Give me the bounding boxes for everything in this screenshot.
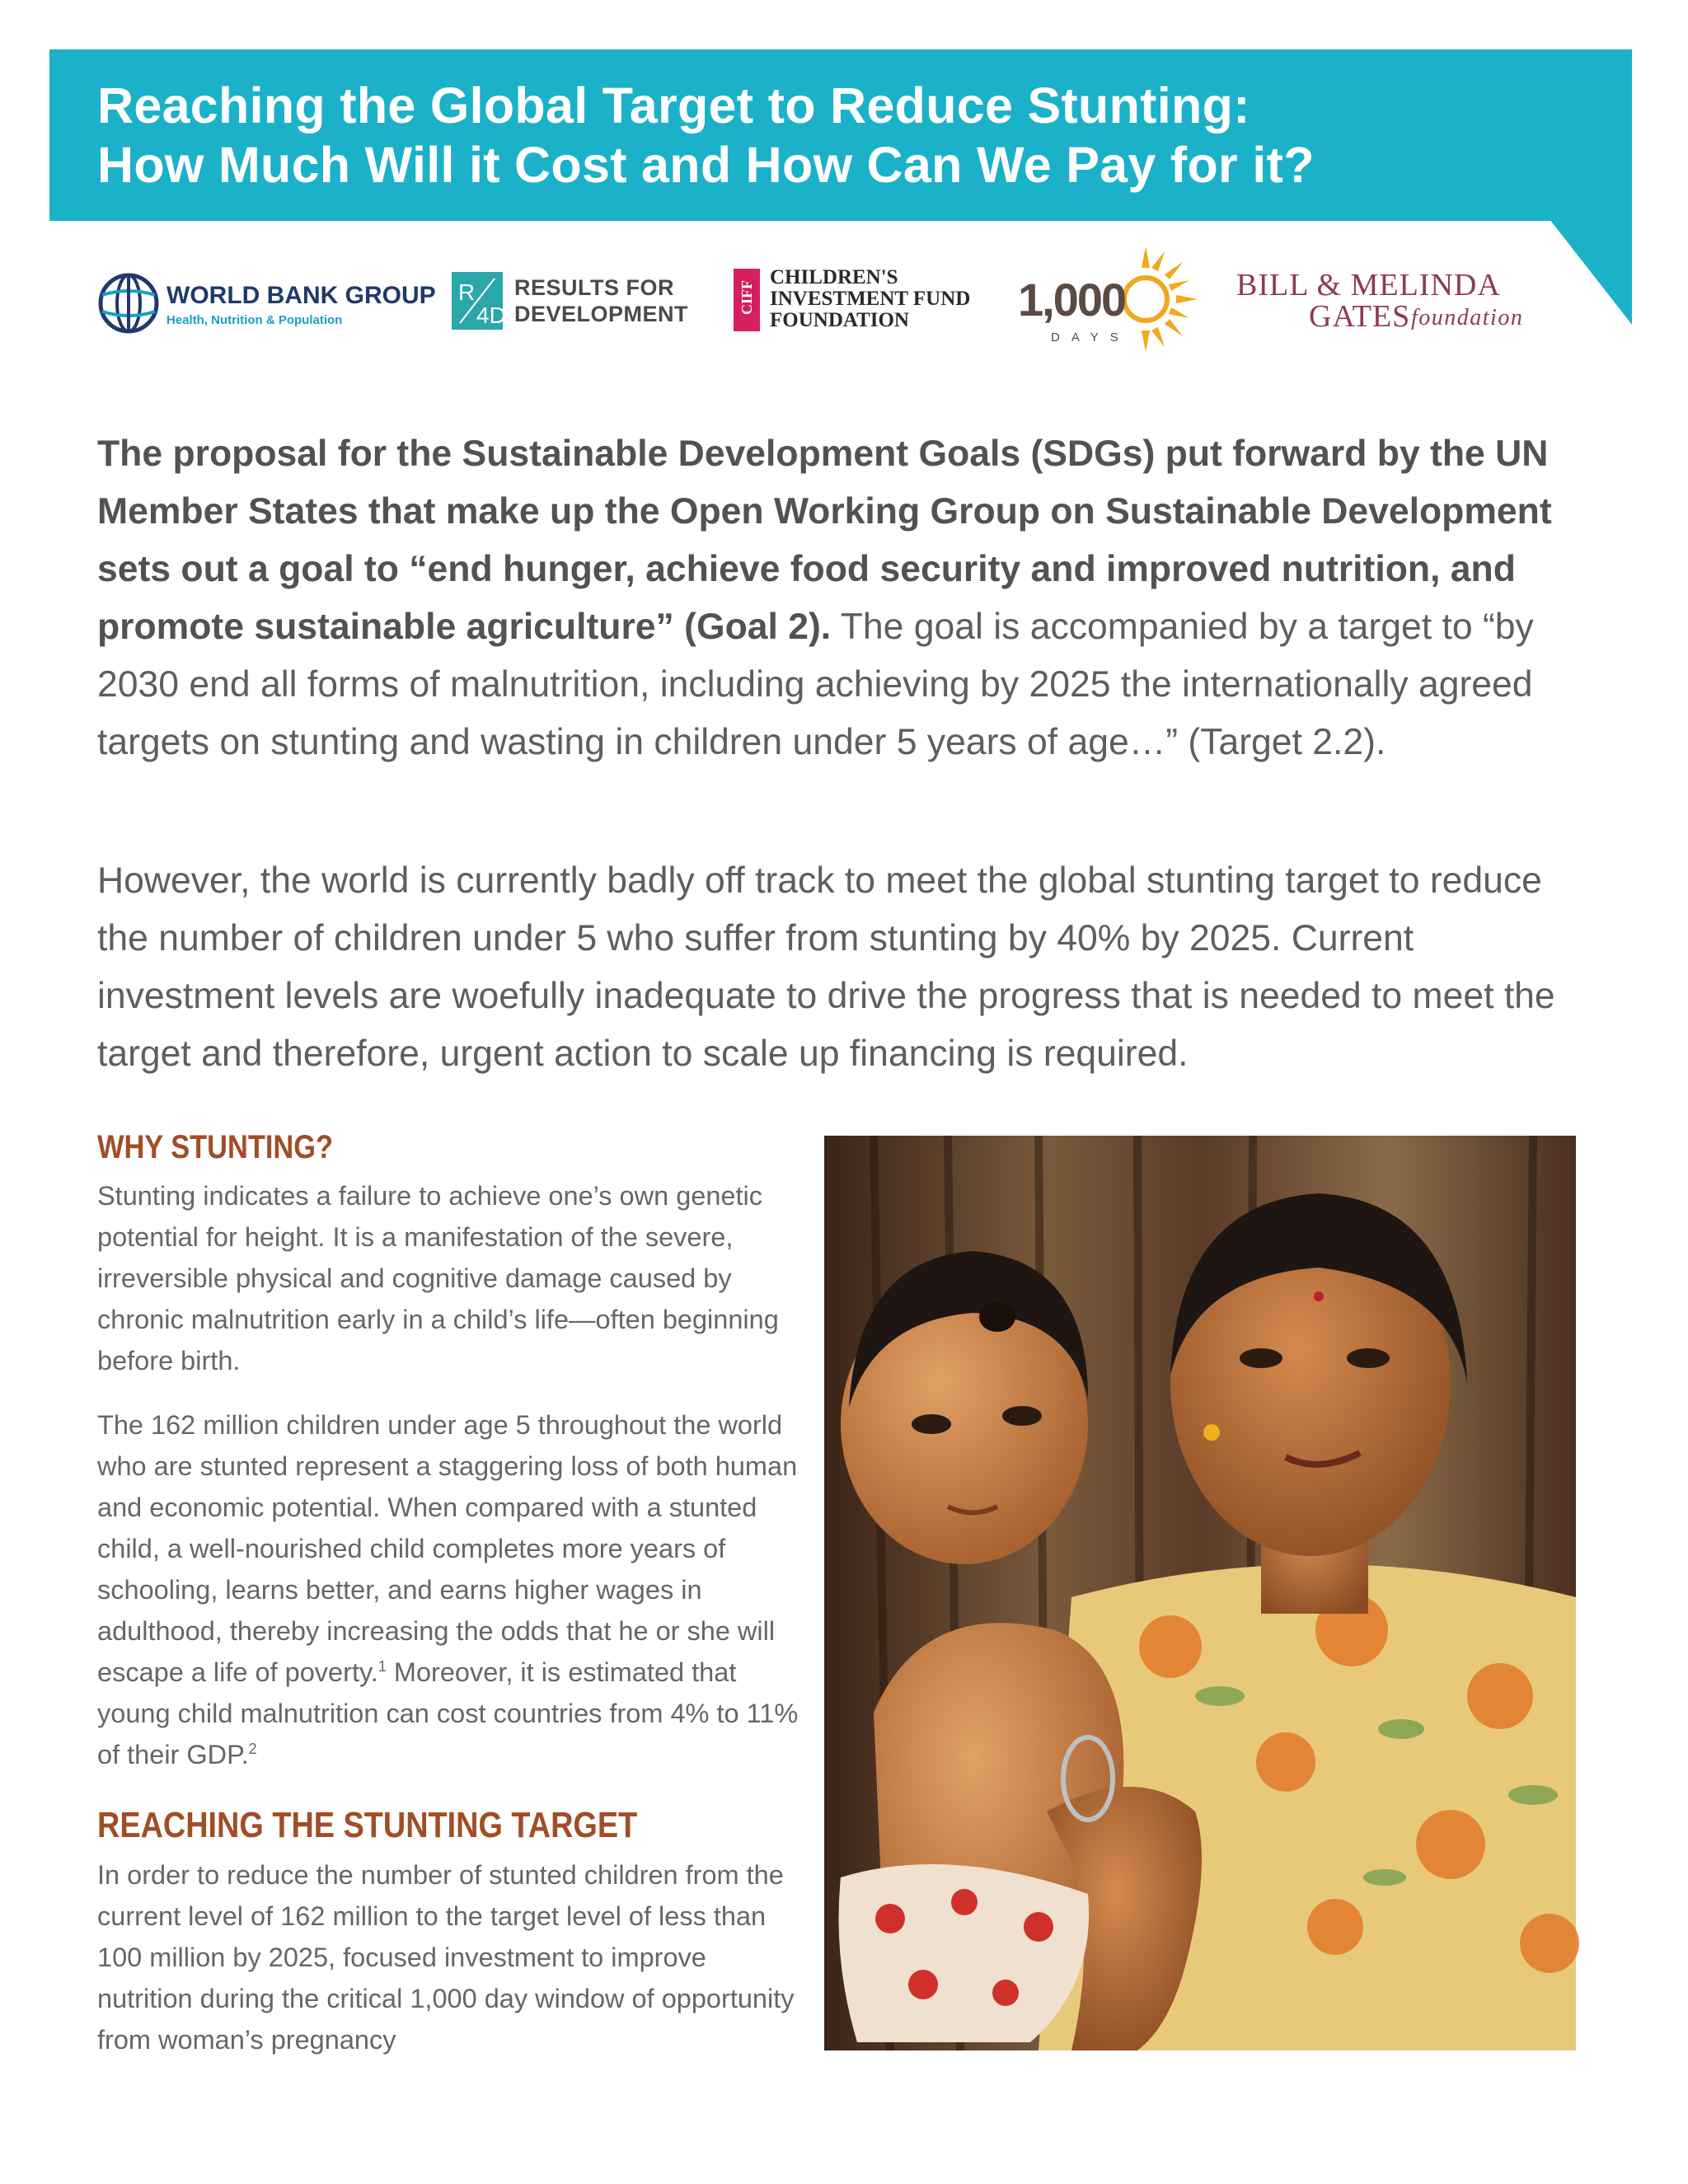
why-stunting-p2-cont: Moreover, it is estimated that young child malnutrition can cost countries from 4% to 11% of their GDP. — [97, 1657, 799, 1769]
world-bank-subtitle: Health, Nutrition & Population — [166, 313, 343, 327]
ciff-logo — [734, 265, 989, 338]
intro-regular-text: The goal is accompanied by a target to “by 2030 end all forms of malnutrition, including achieving by 2025 the internationally agreed targets on stunting and wasting in children under 5 years of age…” (Target 2.2). — [97, 607, 1534, 762]
gates-foundation-word: foundation — [1411, 305, 1524, 330]
footnote-ref-1[interactable]: 1 — [377, 1658, 387, 1675]
ciff-mark-icon: CIFF — [734, 269, 760, 331]
r4d-name-line-1: RESULTS FOR — [514, 275, 674, 300]
globe-icon — [97, 272, 160, 335]
svg-text:4D: 4D — [476, 302, 506, 328]
thousand-days-logo — [1018, 243, 1203, 354]
svg-text:R: R — [458, 279, 476, 305]
gates-foundation-logo — [1236, 265, 1550, 338]
r4d-name-line-2: DEVELOPMENT — [514, 302, 689, 326]
page-title-line-2: How Much Will it Cost and How Can We Pay for it? — [97, 137, 1315, 193]
thousand-days-word: DAYS — [1051, 330, 1130, 344]
ciff-name-line-2: INVESTMENT FUND — [770, 288, 971, 310]
why-stunting-heading: WHY STUNTING? — [97, 1129, 334, 1165]
banner-corner-fold — [1550, 219, 1632, 325]
intro-bold-text: The proposal for the Sustainable Development Goals (SDGs) put forward by the UN Member States that make up the Open Working Group on Sustainable Development sets out a goal to “end hunger, achieve food security and improved nutrition, and promote sustainable agriculture” (Goal 2). — [97, 434, 1552, 647]
ciff-name-line-3: FOUNDATION — [770, 309, 909, 331]
title-banner — [49, 49, 1632, 221]
intro-paragraph-2: However, the world is currently badly off track to meet the global stunting target to reduce the number of children under 5 who suffer from stunting by 40% by 2025. Current investment levels are woefully inadequate to drive the progress that is needed to meet the target and therefore, urgent action to scale up financing is required. — [97, 860, 1555, 1074]
page-title-line-1: Reaching the Global Target to Reduce Stunting: — [97, 77, 1250, 134]
gates-name-line-1: BILL & MELINDA — [1236, 268, 1501, 302]
r4d-mark-icon — [452, 272, 506, 330]
reaching-target-heading: REACHING THE STUNTING TARGET — [97, 1805, 638, 1845]
footnote-ref-2[interactable]: 2 — [248, 1741, 257, 1758]
gates-name-line-2: GATES — [1309, 299, 1411, 334]
thousand-days-number: 1,000 — [1018, 274, 1126, 326]
ciff-name-line-1: CHILDREN'S — [770, 266, 898, 288]
reaching-target-paragraph-1: In order to reduce the number of stunted children from the current level of 162 million to the target level of less than 100 million by 2025, focused investment to improve nutrition during the critical 1,000 day window of opportunity from woman’s pregnancy — [97, 1860, 795, 2055]
intro-paragraph-1 — [97, 425, 1581, 771]
why-stunting-paragraph-1: Stunting indicates a failure to achieve one’s own genetic potential for height. It is a manifestation of the severe, irreversible physical and cognitive damage caused by chronic malnutrition early in a child’s life—often beginning before birth. — [97, 1181, 779, 1376]
mother-and-child-photo — [824, 1136, 1576, 2050]
world-bank-group-logo — [97, 269, 436, 341]
world-bank-name: WORLD BANK GROUP — [166, 282, 436, 309]
why-stunting-paragraph-2 — [97, 1404, 808, 1775]
why-stunting-p2-text: The 162 million children under age 5 throughout the world who are stunted represent a staggering loss of both human and economic potential. When compared with a stunted child, a well-nourished child completes more years of schooling, learns better, and earns higher wages in adulthood, thereby increasing the odds that he or she will escape a life of poverty. — [97, 1410, 798, 1687]
results-for-development-logo — [452, 269, 699, 335]
